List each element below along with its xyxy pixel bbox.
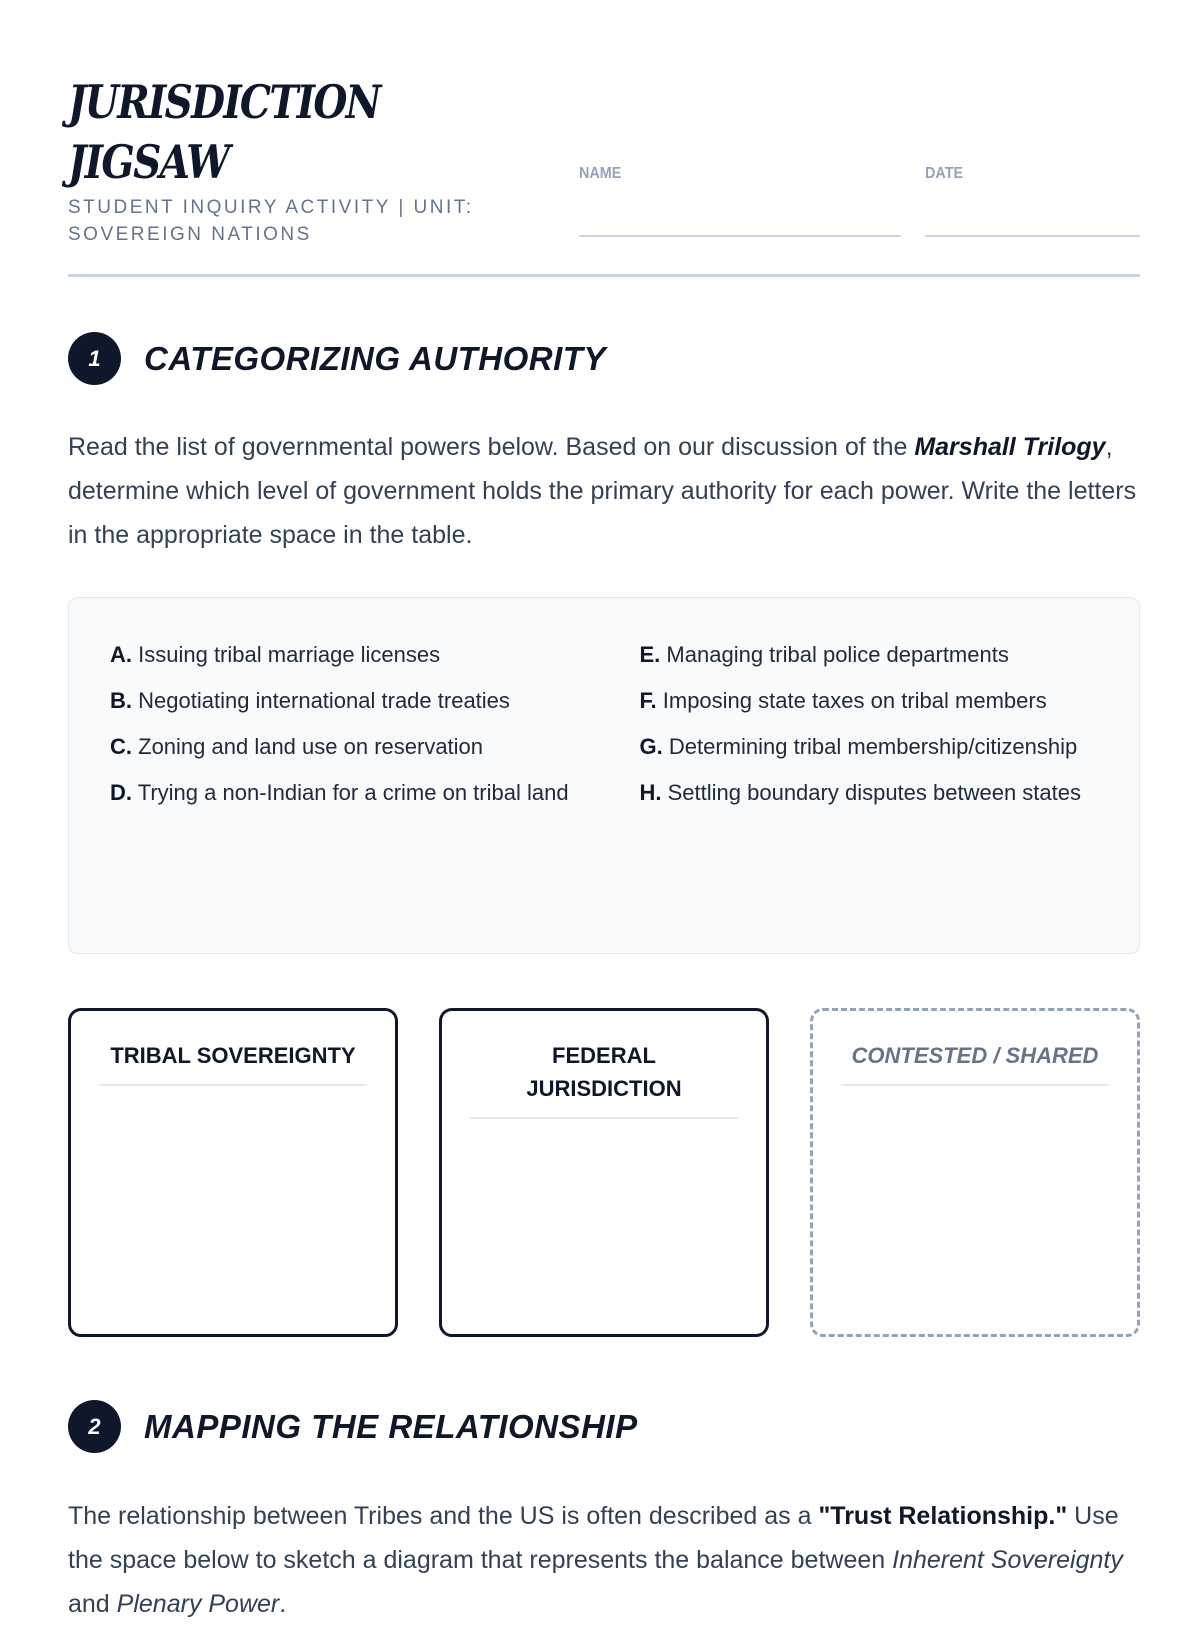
box-heading: CONTESTED / SHARED	[841, 1039, 1109, 1086]
item-text: Settling boundary disputes between states	[667, 780, 1082, 805]
section-number-badge: 1	[68, 332, 121, 385]
category-boxes	[68, 1008, 1140, 1337]
list-item	[110, 638, 570, 671]
box-heading: FEDERAL JURISDICTION	[470, 1039, 738, 1119]
text: The relationship between Tribes and the US is often described as a	[68, 1502, 819, 1530]
section-2-instructions	[68, 1494, 1140, 1626]
item-text: Trying a non-Indian for a crime on tribal land	[137, 780, 569, 805]
powers-column	[110, 638, 570, 953]
item-letter: G.	[639, 734, 663, 759]
list-item	[640, 638, 1100, 671]
item-letter: E.	[639, 642, 661, 667]
contested-shared-box[interactable]	[810, 1008, 1140, 1337]
section-1-heading	[68, 332, 606, 385]
list-item	[110, 684, 570, 717]
emphasis: Marshall Trilogy	[914, 433, 1106, 461]
emphasis: Inherent Sovereignty	[892, 1546, 1123, 1574]
text: Use the space below to sketch a diagram that represents the balance between	[68, 1502, 1119, 1574]
item-text: Issuing tribal marriage licenses	[138, 642, 441, 667]
tribal-sovereignty-box[interactable]	[68, 1008, 398, 1337]
item-letter: D.	[110, 780, 132, 805]
name-field[interactable]	[579, 165, 901, 237]
date-field[interactable]	[925, 165, 1140, 237]
section-1-instructions	[68, 425, 1140, 557]
name-label: NAME	[579, 165, 622, 182]
title-line: JIGSAW	[68, 135, 229, 189]
item-text: Imposing state taxes on tribal members	[662, 688, 1047, 713]
list-item	[110, 730, 570, 763]
text: Read the list of governmental powers below. Based on our discussion of the	[68, 433, 915, 461]
list-item	[640, 776, 1100, 809]
item-letter: A.	[110, 642, 132, 667]
text: .	[279, 1590, 287, 1618]
powers-column	[640, 638, 1100, 953]
item-text: Determining tribal membership/citizenship	[668, 734, 1078, 759]
item-letter: H.	[639, 780, 662, 805]
item-text: Zoning and land use on reservation	[138, 734, 484, 759]
item-letter: F.	[639, 688, 657, 713]
section-2-heading	[68, 1400, 638, 1453]
section-title: CATEGORIZING AUTHORITY	[144, 339, 606, 377]
powers-list	[68, 597, 1140, 954]
section-number-badge: 2	[68, 1400, 121, 1453]
box-heading: TRIBAL SOVEREIGNTY	[99, 1039, 367, 1086]
date-label: DATE	[925, 165, 964, 182]
name-line[interactable]	[579, 235, 901, 237]
header-divider	[68, 274, 1140, 277]
list-item	[640, 730, 1100, 763]
item-text: Managing tribal police departments	[666, 642, 1009, 667]
item-letter: C.	[110, 734, 132, 759]
bold-text: "Trust Relationship."	[818, 1502, 1068, 1530]
worksheet-title	[68, 72, 493, 192]
federal-jurisdiction-box[interactable]	[439, 1008, 769, 1337]
item-text: Negotiating international trade treaties	[138, 688, 510, 713]
list-item	[110, 776, 570, 809]
text: and	[68, 1590, 117, 1618]
section-title: MAPPING THE RELATIONSHIP	[144, 1407, 638, 1445]
emphasis: Plenary Power	[116, 1590, 280, 1618]
item-letter: B.	[110, 688, 132, 713]
text: , determine which level of government holds the primary authority for each power. Write the letters in the appropriate space in the table.	[68, 433, 1137, 549]
title-line: JURISDICTION	[68, 75, 380, 129]
date-line[interactable]	[925, 235, 1140, 237]
list-item	[640, 684, 1100, 717]
subtitle: STUDENT INQUIRY ACTIVITY | UNIT: SOVEREIGN NATIONS	[68, 197, 474, 245]
